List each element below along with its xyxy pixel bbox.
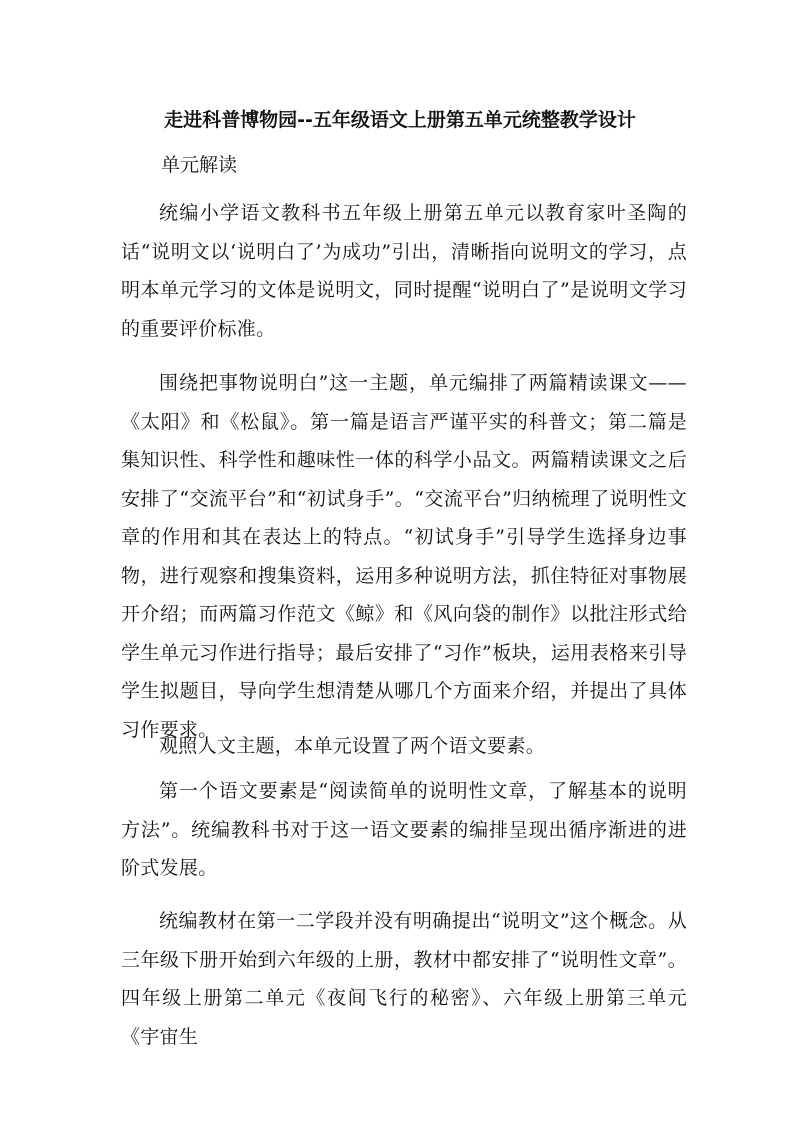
paragraph-intro: 统编小学语文教科书五年级上册第五单元以教育家叶圣陶的话“说明文以‘说明白了’为成功”引出，清晰指向说明文的学习，点明本单元学习的文体是说明文，同时提醒“说明白了”是说明文学习的重要评价标准。 xyxy=(121,202,687,340)
paragraph-first-element: 第一个语文要素是“阅读简单的说明性文章，了解基本的说明方法”。统编教科书对于这一语文要素的编排呈现出循序渐进的进阶式发展。 xyxy=(121,780,687,879)
document-title: 走进科普博物园--五年级语文上册第五单元统整教学设计 xyxy=(164,109,636,131)
paragraph-unit-structure: 围绕把事物说明白”这一主题，单元编排了两篇精读课文——《太阳》和《松鼠》。第一篇是语言严谨平实的科普文；第二篇是集知识性、科学性和趣味性一体的科学小品文。两篇精读课文之后安排了“交流平台”和“初试身手”。“交流平台”归纳梳理了说明性文章的作用和其在表达上的特点。“初试身手”引导学生选择身边事物，进行观察和搜集资料，运用多种说明方法，抓住特征对事物展开介绍；而两篇习作范文《鲸》和《风向袋的制作》以批注形式给学生单元习作进行指导；最后安排了“习作”板块，运用表格来引导学生拟题目，导向学生想清楚从哪几个方面来介绍，并提出了具体习作要求。 xyxy=(121,372,687,741)
paragraph-textbook-arrangement: 统编教材在第一二学段并没有明确提出“说明文”这个概念。从三年级下册开始到六年级的上册，教材中都安排了“说明性文章”。四年级上册第二单元《夜间飞行的秘密》、六年级上册第三单元《宇宙生 xyxy=(121,910,687,1048)
paragraph-language-elements: 观照人文主题，本单元设置了两个语文要素。 xyxy=(159,735,546,757)
section-heading: 单元解读 xyxy=(161,154,238,176)
